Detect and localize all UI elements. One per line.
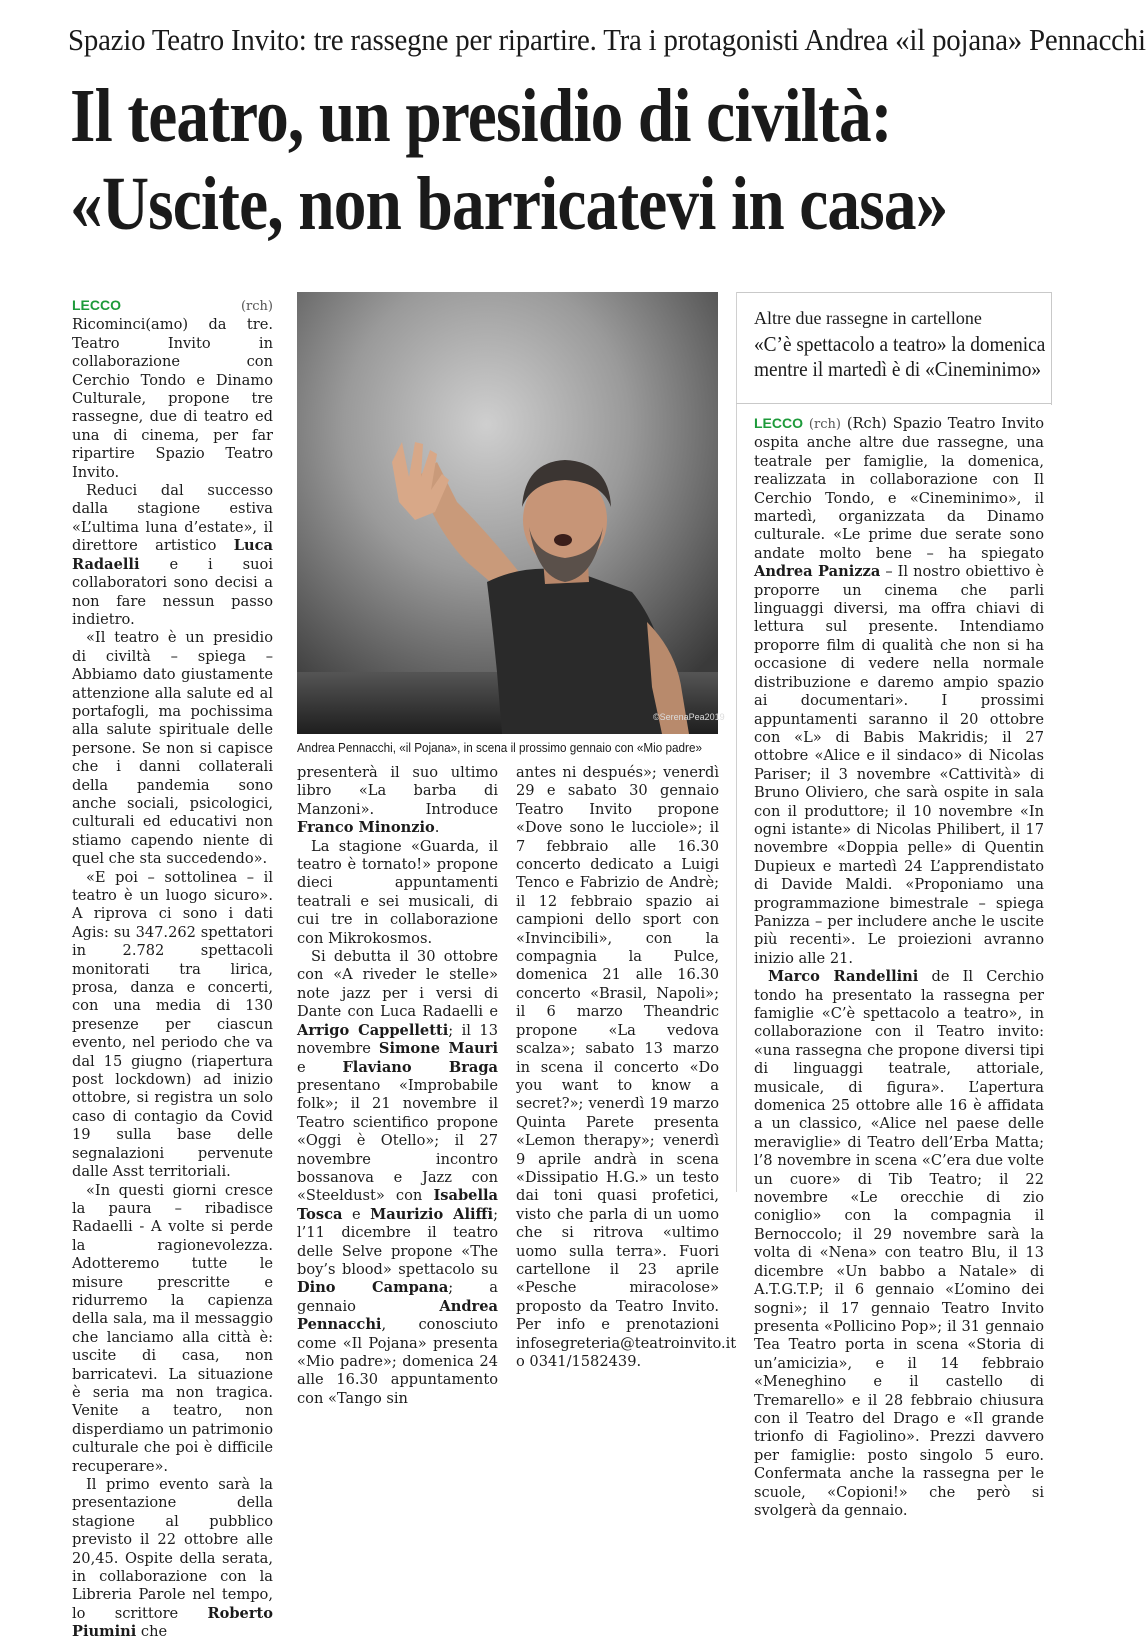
- person-name: Roberto Piumini: [72, 1604, 273, 1641]
- paragraph: «E poi – sottolinea – il teatro è un luogo sicuro». A riprova ci sono i dati Agis: su 347.262 spettatori in 2.782 spettacoli monitorati tra lirica, prosa, danza e concerti, con una media di 130 presenze per ciascun evento, nel periodo che va dal 15 giugno (riapertura post lockdown) ad inizio ottobre, si registra un solo caso di contagio da Covid 19 sulla base delle segnalazioni pervenute dalle Asst territoriali.: [72, 868, 273, 1181]
- photo-credit: ©SerenaPea2019: [653, 712, 725, 722]
- paragraph: antes ni después»; venerdì 29 e sabato 30 gennaio Teatro Invito propone «Dove sono le lucciole»; il 7 febbraio alle 16.30 concerto dedicato a Luigi Tenco e Fabrizio de Andrè; il 12 febbraio spazio ai campioni dello sport con «Invincibili», con la compagnia la Pulce, domenica 21 alle 16.30 concerto «Brasil, Napoli»; il 6 marzo Theandric propone «La vedova scalza»; sabato 13 marzo in scena il concerto «Do you want to know a secret?»; venerdì 19 marzo Quinta Parete presenta «Lemon therapy»; venerdì 9 aprile andrà in scena «Dissipatio H.G.» un testo dai toni quasi profetici, visto che parla di un uomo che si ritrova «ultimo uomo sulla terra». Fuori cartellone il 23 aprile «Pesche miracolose» proposto da Teatro Invito. Per info e prenotazioni infosegreteria@teatroinvito.it o 0341/1582439.: [516, 764, 737, 1370]
- paragraph: Si debutta il 30 ottobre con «A riveder le stelle» note jazz per i versi di Dante con Luca Radaelli e Arrigo Cappelletti; il 13 novembre Simone Mauri e Flaviano Braga presentano «Improbabile folk»; il 21 novembre il Teatro scientifico propone «Oggi è Otello»; il 27 novembre incontro bossanova e Jazz con «Steeldust» con Isabella Tosca e Maurizio Aliffi; l’11 dicembre il teatro delle Selve propone «The boy’s blood» spettacolo su Dino Campana; a gennaio Andrea Pennacchi, conosciuto come «Il Pojana» presenta «Mio padre»; domenica 24 alle 16.30 appuntamento con «Tango sin: [297, 948, 498, 1407]
- sidebar-paragraph: LECCO (rch) (Rch) Spazio Teatro Invito ospita anche altre due rassegne, una teatrale per famiglie, la domenica, realizzata in collaborazione con Il Cerchio Tondo, e «Cineminimo», il martedì, organizzata da Dinamo culturale. «Le prime due serate sono andate molto bene – ha spiegato Andrea Panizza – Il nostro obiettivo è proporre un cinema che parli linguaggi diversi, ma offra chiavi di lettura sul presente. Intendiamo proporre film di qualità che non si ha occasione di vedere nella normale distribuzione e daremo ampio spazio ai documentari». I prossimi appuntamenti saranno il 20 ottobre con «L» di Babis Makridis; il 27 ottobre «Alice e il sindaco» di Nicolas Pariser; il 3 novembre «Cattività» di Bruno Oliviero, che sarà ospite in sala con il produttore; il 10 novembre «In ogni istante» di Nicolas Philibert, il 17 novembre «Doppia pelle» di Quentin Dupieux e martedì 24 L’apprendistato di Davide Maldi. «Proponiamo una programmazione bimestrale – spiega Panizza – per includere anche le uscite più recenti». Le proiezioni avranno inizio alle 21.: [754, 415, 1045, 967]
- person-name: Marco Randellini: [768, 968, 919, 986]
- article-column-2: [297, 764, 498, 1407]
- byline: (rch): [240, 299, 273, 314]
- article-column-3: [516, 764, 737, 1370]
- dateline-location: LECCO: [72, 297, 121, 313]
- actor-on-stage-image: [297, 292, 718, 734]
- article-photo: [297, 292, 725, 734]
- headline: [70, 72, 948, 248]
- person-name: Andrea Panizza: [754, 563, 881, 581]
- dateline-location: LECCO: [754, 415, 803, 431]
- photo-caption: Andrea Pennacchi, «il Pojana», in scena il prossimo gennaio con «Mio padre»: [297, 741, 702, 755]
- paragraph: presenterà il suo ultimo libro «La barba di Manzoni». Introduce Franco Minonzio.: [297, 764, 498, 837]
- person-name: Luca Radaelli: [72, 537, 273, 573]
- sidebar-rule: [736, 403, 1052, 404]
- sidebar-title: «C’è spettacolo a teatro» la domenica mentre il martedì è di «Cineminimo»: [754, 332, 1046, 381]
- sidebar-divider: [736, 292, 737, 1192]
- headline-line-1: Il teatro, un presidio di civiltà:: [70, 74, 892, 158]
- article-kicker: Spazio Teatro Invito: tre rassegne per ripartire. Tra i protagonisti Andrea «il pojana» Pennacchi: [68, 22, 1146, 57]
- paragraph: «Il teatro è un presidio di civiltà – spiega – Abbiamo dato giustamente attenzione alla salute ed al portafogli, ma pochissima alla salute spirituale delle persone. Se non si capisce che i danni collaterali della pandemia sono anche sociali, psicologici, culturali ed educativi non stiamo capendo niente di quel che sta succedendo».: [72, 629, 273, 868]
- headline-line-2: «Uscite, non barricatevi in casa»: [70, 162, 948, 246]
- paragraph: La stagione «Guarda, il teatro è tornato!» propone dieci appuntamenti teatrali e sei musicali, di cui tre in collaborazione con Mikrokosmos.: [297, 837, 498, 947]
- sidebar-kicker: Altre due rassegne in cartellone: [754, 308, 982, 328]
- lead-paragraph: LECCO (rch) Ricominci(amo) da tre. Teatro Invito in collaborazione con Cerchio Tondo e Dinamo Culturale, propone tre rassegne, due di teatro ed una di cinema, per far ripartire Spazio Teatro Invito.: [72, 297, 273, 481]
- article-column-1: [72, 296, 273, 1641]
- sidebar-paragraph: Marco Randellini de Il Cerchio tondo ha presentato la rassegna per famiglie «C’è spettacolo a teatro», in collaborazione con il Teatro invito: «una rassegna che propone diversi tipi di linguaggi teatrale, attoriale, musicale, di figura». L’apertura domenica 25 ottobre alle 16 è affidata a un classico, «Alice nel paese delle meraviglie» di Teatro dell’Erba Matta; l’8 novembre in scena «C’era due volte un cuore» di Tib Teatro; il 22 novembre «Le orecchie di zio coniglio» con la compagnia il Bernoccolo; il 29 novembre sarà la volta di «Nena» con teatro Blu, il 13 dicembre «Un babbo a Natale» di A.T.G.T.P; il 6 gennaio «L’omino dei sogni»; il 17 gennaio Teatro Invito presenta «Pollicino Pop»; il 31 gennaio Tea Teatro porta in scena «Storia di un’amicizia», e il 14 febbraio «Meneghino e il castello di Tremarello» e il 28 febbraio chiusura con il Teatro del Drago e «Il grande trionfo di Fagiolino». Prezzi davvero per famiglie: posto singolo 5 euro. Confermata anche la rassegna per le scuole, «Copioni!» che però si svolgerà da gennaio.: [754, 968, 1044, 1519]
- paragraph: «In questi giorni cresce la paura – ribadisce Radaelli - A volte si perde la ragionevolezza. Adotteremo tutte le misure prescritte e ridurremo la capienza della sala, ma il messaggio che lanciamo alla città è: uscite di casa, non barricatevi. La situazione è seria ma non tragica. Venite a teatro, non disperdiamo un patrimonio culturale che poi è difficile recuperare».: [72, 1181, 273, 1475]
- paragraph: Reduci dal successo dalla stagione estiva «L’ultima luna d’estate», il direttore artistico Luca Radaelli e i suoi collaboratori sono decisi a non fare nessun passo indietro.: [72, 482, 273, 628]
- sidebar-column: [754, 414, 1045, 1519]
- paragraph: Il primo evento sarà la presentazione della stagione al pubblico previsto il 22 ottobre alle 20,45. Ospite della serata, in collaborazione con la Libreria Parole nel tempo, lo scrittore Roberto Piumini che: [72, 1476, 273, 1641]
- person-name: Franco Minonzio: [297, 819, 435, 837]
